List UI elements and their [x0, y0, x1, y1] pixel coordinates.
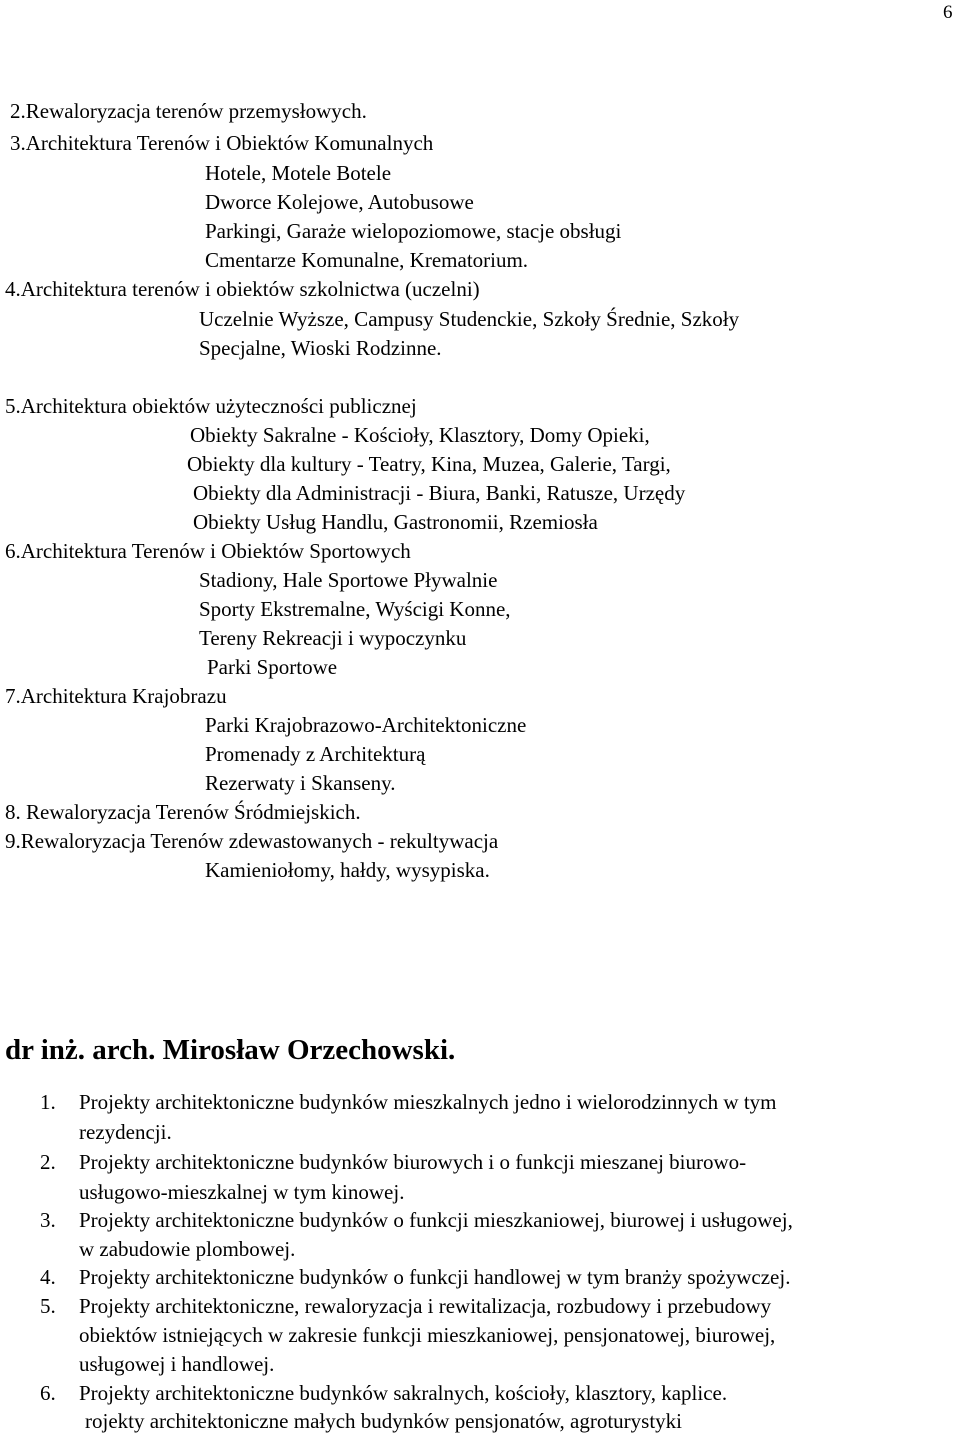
page-number: 6 [943, 2, 953, 23]
list-item-text: Projekty architektoniczne budynków sakralnych, kościoły, klasztory, kaplice. [79, 1381, 728, 1405]
outline-subitem: Obiekty Usług Handlu, Gastronomii, Rzemiosła [193, 510, 598, 534]
list-item-text: usługowej i handlowej. [79, 1352, 275, 1376]
outline-item: 6.Architektura Terenów i Obiektów Sportowych [5, 539, 411, 563]
outline-item: 3.Architektura Terenów i Obiektów Komunalnych [10, 131, 434, 155]
outline-subitem: Sporty Ekstremalne, Wyścigi Konne, [199, 597, 511, 621]
author-heading: dr inż. arch. Mirosław Orzechowski. [5, 1034, 456, 1066]
list-item-text: Projekty architektoniczne budynków o funkcji mieszkaniowej, biurowej i usługowej, [79, 1208, 793, 1232]
list-item-text: obiektów istniejących w zakresie funkcji mieszkaniowej, pensjonatowej, biurowej, [79, 1323, 776, 1347]
list-item-text: Projekty architektoniczne budynków biurowych i o funkcji mieszanej biurowo- [79, 1150, 747, 1174]
outline-subitem: Stadiony, Hale Sportowe Pływalnie [199, 568, 498, 592]
outline-subitem: Specjalne, Wioski Rodzinne. [199, 336, 442, 360]
outline-item: 9.Rewaloryzacja Terenów zdewastowanych - rekultywacja [5, 829, 499, 853]
list-item-text: rezydencji. [79, 1120, 172, 1144]
list-item-number: 1. [40, 1090, 56, 1114]
outline-subitem: Obiekty dla Administracji - Biura, Banki, Ratusze, Urzędy [193, 481, 686, 505]
outline-subitem: Cmentarze Komunalne, Krematorium. [205, 248, 529, 272]
list-item-number: 2. [40, 1150, 56, 1174]
outline-subitem: Parki Krajobrazowo-Architektoniczne [205, 713, 527, 737]
outline-subitem: Tereny Rekreacji i wypoczynku [199, 626, 467, 650]
outline-subitem: Rezerwaty i Skanseny. [205, 771, 396, 795]
list-item-text: Projekty architektoniczne, rewaloryzacja i rewitalizacja, rozbudowy i przebudowy [79, 1294, 772, 1318]
outline-subitem: Kamieniołomy, hałdy, wysypiska. [205, 858, 490, 882]
outline-subitem: Obiekty Sakralne - Kościoły, Klasztory, Domy Opieki, [190, 423, 650, 447]
outline-subitem: Hotele, Motele Botele [205, 161, 392, 185]
list-item-text: usługowo-mieszkalnej w tym kinowej. [79, 1180, 405, 1204]
list-item-text: Projekty architektoniczne budynków o funkcji handlowej w tym branży spożywczej. [79, 1265, 791, 1289]
outline-item: 5.Architektura obiektów użyteczności publicznej [5, 394, 417, 418]
outline-subitem: Parkingi, Garaże wielopoziomowe, stacje obsługi [205, 219, 622, 243]
outline-subitem: Obiekty dla kultury - Teatry, Kina, Muzea, Galerie, Targi, [187, 452, 671, 476]
outline-subitem: Uczelnie Wyższe, Campusy Studenckie, Szkoły Średnie, Szkoły [199, 307, 740, 331]
outline-item: 2.Rewaloryzacja terenów przemysłowych. [10, 99, 367, 123]
outline-subitem: Parki Sportowe [207, 655, 338, 679]
list-item-text: Projekty architektoniczne budynków mieszkalnych jedno i wielorodzinnych w tym [79, 1090, 777, 1114]
list-item-number: 6. [40, 1381, 56, 1405]
list-item-text: w zabudowie plombowej. [79, 1237, 296, 1261]
outline-item: 7.Architektura Krajobrazu [5, 684, 227, 708]
trailing-line: rojekty architektoniczne małych budynków pensjonatów, agroturystyki [85, 1409, 682, 1433]
outline-subitem: Promenady z Architekturą [205, 742, 426, 766]
outline-subitem: Dworce Kolejowe, Autobusowe [205, 190, 474, 214]
outline-item: 8. Rewaloryzacja Terenów Śródmiejskich. [5, 800, 361, 824]
list-item-number: 3. [40, 1208, 56, 1232]
outline-item: 4.Architektura terenów i obiektów szkolnictwa (uczelni) [5, 277, 480, 301]
list-item-number: 4. [40, 1265, 56, 1289]
list-item-number: 5. [40, 1294, 56, 1318]
